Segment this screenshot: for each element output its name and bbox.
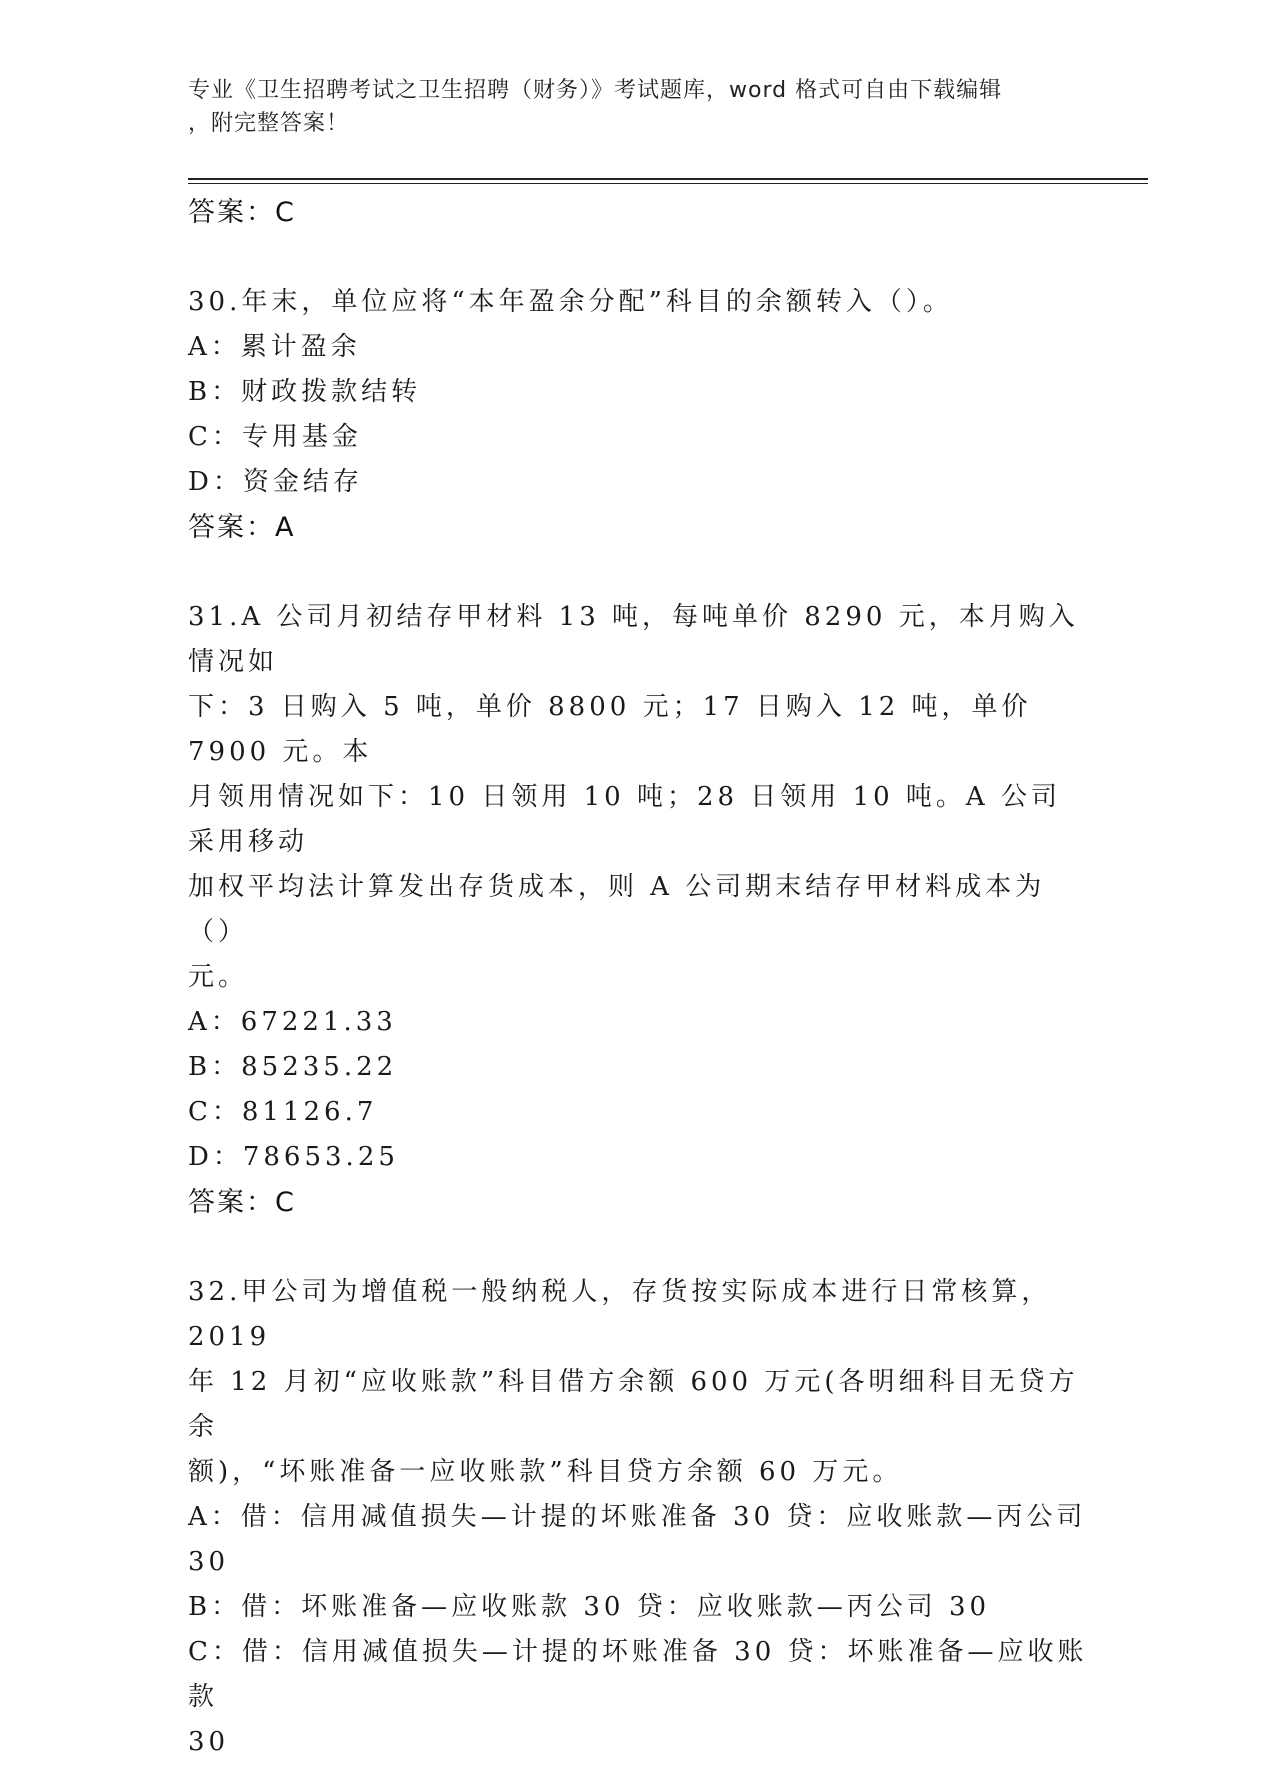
question-32-option-b: B：借：坏账准备—应收账款 30 贷：应收账款—丙公司 30 <box>188 1592 991 1622</box>
question-31-option-d: D：78653.25 <box>188 1142 399 1172</box>
question-content <box>188 190 1088 1765</box>
question-31-stem-line: 元。 <box>188 962 249 992</box>
question-30-option-b: B：财政拨款结转 <box>188 377 422 407</box>
spacer <box>188 550 1088 595</box>
spacer <box>188 1225 1088 1270</box>
question-30-option-d: D：资金结存 <box>188 467 363 497</box>
question-31-stem-line: 31.A 公司月初结存甲材料 13 吨，每吨单价 8290 元，本月购入情况如 <box>188 602 1079 677</box>
question-31 <box>188 595 1088 1225</box>
question-30-option-c: C：专用基金 <box>188 422 362 452</box>
question-32-stem-line: 32.甲公司为增值税一般纳税人，存货按实际成本进行日常核算，2019 <box>188 1277 1052 1352</box>
header-divider <box>188 178 1148 180</box>
header-title-line-1: 专业《卫生招聘考试之卫生招聘（财务）》考试题库，word 格式可自由下载编辑 <box>188 78 1003 103</box>
question-32-option-a: A：借：信用减值损失—计提的坏账准备 30 贷：应收账款—丙公司 30 <box>188 1502 1087 1577</box>
question-32-option-c: C：借：信用减值损失—计提的坏账准备 30 贷：坏账准备—应收账款 <box>188 1637 1088 1712</box>
question-31-answer: 答案：C <box>188 1187 296 1218</box>
question-32-stem-line: 额)，“坏账准备一应收账款”科目贷方余额 60 万元。 <box>188 1457 903 1487</box>
header-divider-thin <box>188 183 1148 184</box>
question-32-stem-line: 年 12 月初“应收账款”科目借方余额 600 万元(各明细科目无贷方余 <box>188 1367 1079 1442</box>
question-31-option-a: A：67221.33 <box>188 1007 397 1037</box>
question-31-option-b: B：85235.22 <box>188 1052 398 1082</box>
question-30-stem: 30.年末，单位应将“本年盈余分配”科目的余额转入（）。 <box>188 287 953 317</box>
header-title-line-2: ，附完整答案！ <box>188 111 350 136</box>
question-31-stem-line: 月领用情况如下：10 日领用 10 吨；28 日领用 10 吨。A 公司采用移动 <box>188 782 1061 857</box>
question-30 <box>188 280 1088 550</box>
question-32 <box>188 1270 1088 1765</box>
question-31-stem-line: 加权平均法计算发出存货成本，则 A 公司期末结存甲材料成本为（） <box>188 872 1046 947</box>
page-header <box>188 74 1088 140</box>
question-32-option-c-continued: 30 <box>188 1727 230 1757</box>
question-30-answer: 答案：A <box>188 512 296 543</box>
question-30-option-a: A：累计盈余 <box>188 332 361 362</box>
answer-previous: 答案：C <box>188 197 296 228</box>
spacer <box>188 235 1088 280</box>
question-31-option-c: C：81126.7 <box>188 1097 378 1127</box>
question-31-stem-line: 下：3 日购入 5 吨，单价 8800 元；17 日购入 12 吨，单价 7900 元。本 <box>188 692 1032 767</box>
